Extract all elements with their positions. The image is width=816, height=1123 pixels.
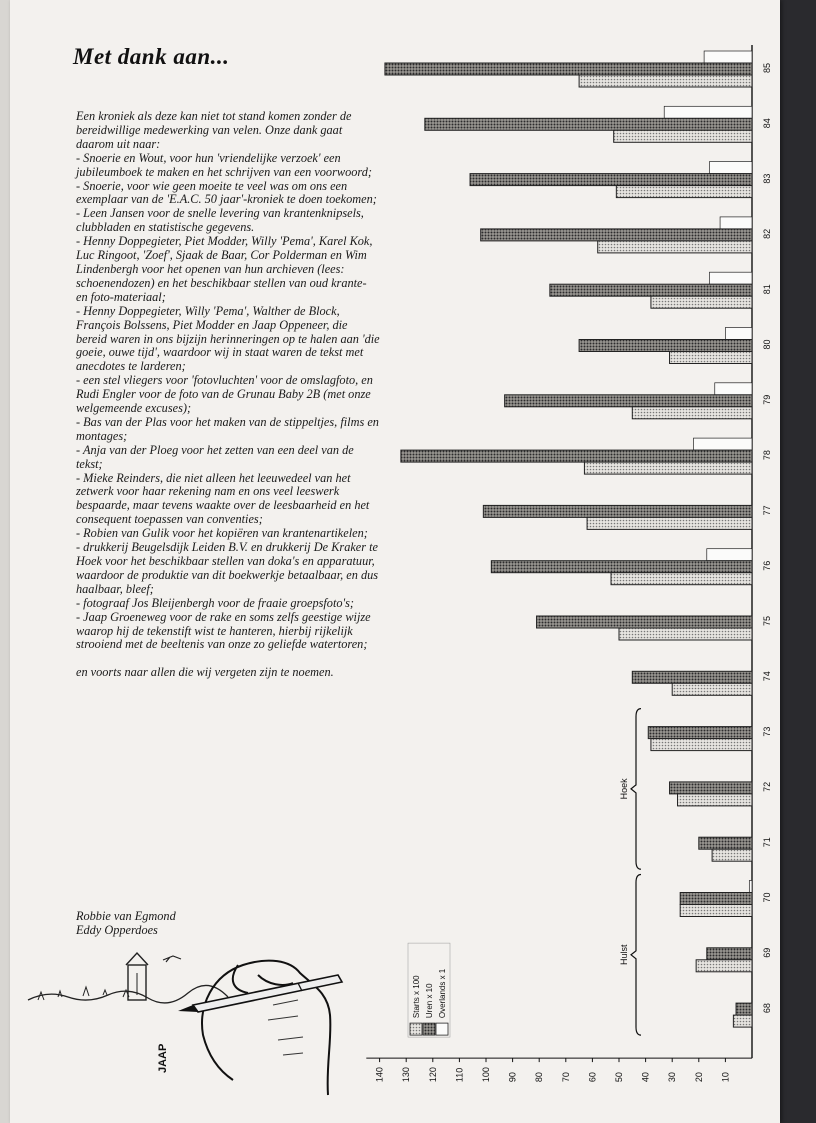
legend-swatch bbox=[423, 1023, 435, 1035]
bar-starts bbox=[678, 794, 752, 806]
page-edge bbox=[0, 0, 10, 1123]
bar-uren bbox=[699, 837, 752, 849]
paragraph: - drukkerij Beugelsdijk Leiden B.V. en drukkerij De Kraker te Hoek voor het beschikbaar stellen van doka's en apparatuur, waardoor de produktie van dit boekwerkje betaalbaar, en dus haalbaar, bleef; bbox=[76, 540, 379, 596]
bar-uren bbox=[537, 616, 752, 628]
bar-uren bbox=[481, 229, 752, 241]
bar-starts bbox=[696, 960, 752, 972]
category-label: 76 bbox=[762, 560, 772, 571]
axis-tick-label: 80 bbox=[534, 1072, 545, 1083]
hand-shading bbox=[268, 1000, 303, 1055]
category-label: 70 bbox=[762, 892, 772, 903]
axis-tick-label: 20 bbox=[693, 1072, 704, 1083]
bar-starts bbox=[616, 186, 752, 198]
category-label: 75 bbox=[762, 615, 772, 627]
bar-uren bbox=[470, 174, 752, 186]
category-label: 82 bbox=[762, 228, 772, 239]
paragraph: - Henny Doppegieter, Willy 'Pema', Walther de Block, François Bolssens, Piet Modder en Jaap Oppeneer, die bereid waren in ons bijzijn herinneringen op te halen aan 'die goeie, ouwe tijd', waardoor wij in staat waren de tekst met anecdotes te larderen; bbox=[76, 303, 380, 374]
bar-starts bbox=[651, 296, 752, 308]
bar-overlands bbox=[720, 217, 752, 229]
bar-uren bbox=[505, 395, 752, 407]
axis-tick-label: 60 bbox=[587, 1072, 598, 1083]
hand-drawing-illustration bbox=[28, 945, 348, 1095]
bar-starts bbox=[651, 739, 752, 751]
bar-overlands bbox=[725, 328, 752, 340]
bar-starts bbox=[579, 75, 752, 87]
category-label: 73 bbox=[762, 726, 772, 737]
category-label: 74 bbox=[762, 671, 772, 682]
axis-tick-label: 30 bbox=[667, 1072, 678, 1083]
bar-starts bbox=[587, 517, 752, 529]
bar-starts bbox=[672, 683, 752, 695]
water-tower-icon bbox=[126, 953, 148, 1000]
axis-tick-label: 10 bbox=[720, 1072, 731, 1083]
category-label: 79 bbox=[762, 394, 772, 405]
signature-block bbox=[76, 909, 176, 937]
bar-uren bbox=[670, 782, 752, 794]
bar-overlands bbox=[709, 272, 752, 284]
category-label: 81 bbox=[762, 284, 772, 295]
bar-overlands bbox=[707, 549, 752, 561]
bar-overlands bbox=[704, 51, 752, 63]
paragraph: - fotograaf Jos Bleijenbergh voor de fraaie groepsfoto's; bbox=[76, 595, 355, 610]
category-label: 85 bbox=[762, 62, 772, 74]
category-label: 83 bbox=[762, 173, 772, 184]
bar-starts bbox=[670, 352, 752, 364]
paragraph: - Anja van der Ploeg voor het zetten van een deel van de tekst; bbox=[76, 442, 354, 471]
legend-label: Starts x 100 bbox=[412, 975, 421, 1019]
bar-overlands bbox=[749, 881, 752, 893]
group-label: Hoek bbox=[619, 778, 629, 800]
bar-starts bbox=[632, 407, 752, 419]
bar-uren bbox=[680, 893, 752, 905]
category-label: 69 bbox=[762, 947, 772, 958]
bar-starts bbox=[680, 905, 752, 917]
bar-uren bbox=[579, 340, 752, 352]
bar-uren bbox=[648, 727, 752, 739]
axis-tick-label: 40 bbox=[640, 1072, 651, 1083]
chart bbox=[340, 30, 772, 1083]
bar-uren bbox=[736, 1003, 752, 1015]
category-label: 78 bbox=[762, 450, 772, 461]
bar-uren bbox=[707, 948, 752, 960]
acknowledgement-text bbox=[76, 110, 381, 680]
paragraph: - Leen Jansen voor de snelle levering van krantenknipsels, clubbladen en statistische gegevens. bbox=[76, 206, 364, 235]
axis-tick-label: 90 bbox=[507, 1072, 518, 1083]
legend-swatch bbox=[436, 1023, 448, 1035]
glider-icon bbox=[163, 956, 181, 962]
paragraph: - Jaap Groeneweg voor de rake en soms zelfs geestige wijze waarop hij de tekenstift wist te hanteren, hierbij rijkelijk strooiend met de beeltenis van onze zo geliefde watertoren; bbox=[76, 609, 371, 652]
axis-tick-label: 140 bbox=[374, 1067, 385, 1083]
bar-starts bbox=[611, 573, 752, 585]
paragraph: Een kroniek als deze kan niet tot stand komen zonder de bereidwillige medewerking van velen. Onze dank gaat daarom uit naar: bbox=[76, 109, 352, 151]
legend-label: Overlands x 1 bbox=[438, 968, 447, 1019]
bar-starts bbox=[584, 462, 752, 474]
bar-uren bbox=[425, 118, 752, 130]
paragraph: - Snoerie, voor wie geen moeite te veel was om ons een exemplaar van de 'E.A.C. 50 jaar'-kroniek te doen toekomen; bbox=[76, 178, 377, 207]
closing-text: en voorts naar allen die wij vergeten zijn te noemen. bbox=[76, 665, 334, 680]
pen-icon bbox=[178, 975, 342, 1012]
category-label: 71 bbox=[762, 837, 772, 848]
signature-name: Robbie van Egmond bbox=[76, 909, 176, 923]
axis-tick-label: 100 bbox=[481, 1067, 491, 1083]
bar-overlands bbox=[715, 383, 752, 395]
bar-overlands bbox=[693, 438, 752, 450]
bar-uren bbox=[483, 505, 752, 517]
group-bracket bbox=[631, 709, 641, 870]
group-label: Hulst bbox=[619, 944, 629, 966]
bar-overlands bbox=[664, 106, 752, 118]
paragraph: - Henny Doppegieter, Piet Modder, Willy 'Pema', Karel Kok, Luc Ringoot, 'Zoef', Sjaak de Baar, Cor Polderman en Wim Lindenbergh voor het openen van hun archieven (lees: schoenendozen) en het beschikbaar stellen van oud krante- en foto-materiaal; bbox=[76, 234, 373, 304]
bar-starts bbox=[712, 849, 752, 861]
bar-uren bbox=[385, 63, 752, 75]
paragraph: - een stel vliegers voor 'fotovluchten' voor de omslagfoto, en Rudi Engler voor de foto van de Grunau Baby 2B (met onze welgemeende excuses); bbox=[76, 373, 373, 416]
legend-swatch bbox=[410, 1023, 422, 1035]
category-label: 68 bbox=[762, 1003, 772, 1014]
page bbox=[10, 0, 780, 1123]
category-label: 77 bbox=[762, 505, 772, 516]
paragraph: - Snoerie en Wout, voor hun 'vriendelijke verzoek' een jubileumboek te maken en het schrijven van een voorwoord; bbox=[76, 150, 372, 179]
page-title: Met dank aan... bbox=[73, 44, 230, 69]
category-label: 80 bbox=[762, 339, 772, 350]
bar-uren bbox=[550, 284, 752, 296]
bar-starts bbox=[614, 130, 752, 142]
paragraph: - Mieke Reinders, die niet alleen het leeuwedeel van het zetwerk voor haar rekening nam en ons veel leeswerk bespaarde, maar tevens waakte over de leesbaarheid en het consequent toepassen van conventies; bbox=[76, 470, 370, 527]
category-label: 84 bbox=[762, 118, 772, 129]
axis-tick-label: 130 bbox=[401, 1067, 412, 1083]
artist-signature: JAAP bbox=[157, 1043, 169, 1073]
bar-starts bbox=[598, 241, 752, 253]
paragraph: - Bas van der Plas voor het maken van de stippeltjes, films en montages; bbox=[76, 414, 379, 443]
bar-overlands bbox=[709, 162, 752, 174]
axis-tick-label: 110 bbox=[454, 1067, 465, 1083]
axis-tick-label: 120 bbox=[427, 1067, 438, 1083]
bar-uren bbox=[491, 561, 752, 573]
axis-tick-label: 50 bbox=[614, 1072, 624, 1083]
bar-uren bbox=[632, 671, 752, 683]
paragraph: - Robien van Gulik voor het kopiëren van krantenartikelen; bbox=[76, 526, 368, 541]
axis-tick-label: 70 bbox=[560, 1072, 571, 1083]
bar-starts bbox=[619, 628, 752, 640]
legend-label: Uren x 10 bbox=[425, 983, 434, 1019]
bar-starts bbox=[733, 1015, 752, 1027]
signature-name: Eddy Opperdoes bbox=[76, 923, 158, 937]
group-bracket bbox=[631, 875, 641, 1036]
bar-uren bbox=[401, 450, 752, 462]
category-label: 72 bbox=[762, 781, 772, 792]
